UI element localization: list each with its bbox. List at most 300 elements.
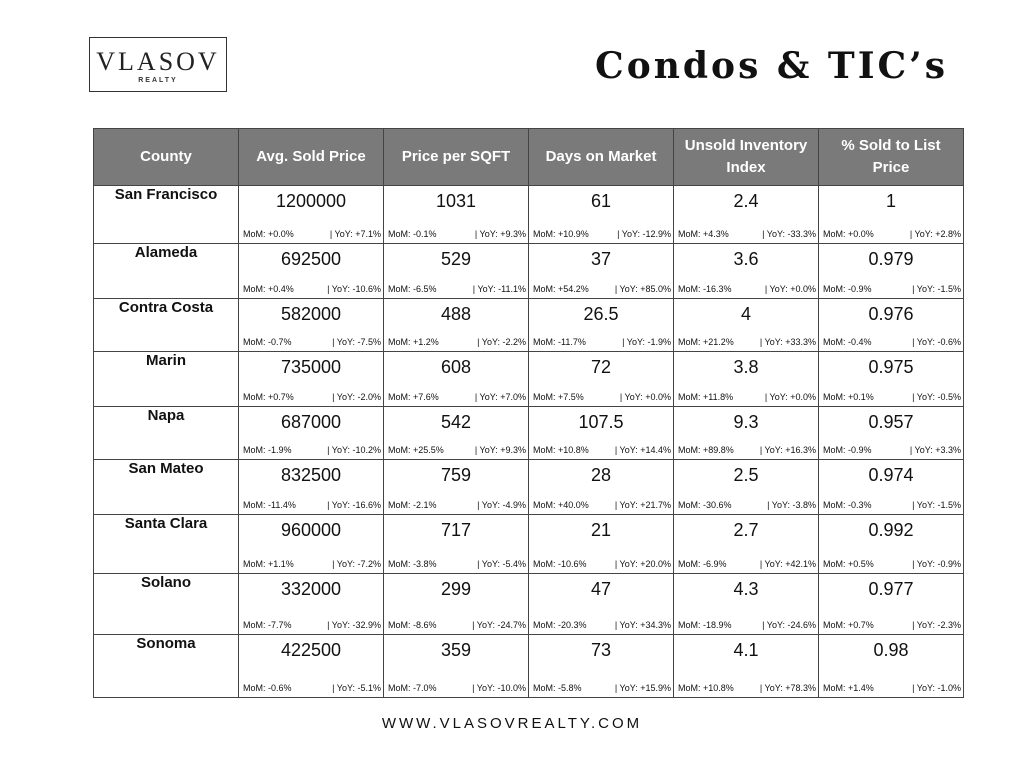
metric-value: 759: [440, 465, 472, 485]
change-line: [823, 683, 961, 693]
change-line: [823, 500, 961, 510]
cell-sold-to-list-price: [819, 460, 964, 515]
cell-price-per-sqft: [384, 407, 529, 460]
cell-days-on-market: [529, 352, 674, 407]
metric-value: 735000: [280, 357, 342, 377]
change-line: [243, 683, 381, 693]
cell-content: [239, 460, 383, 513]
mom-change: MoM: -6.5%: [388, 284, 437, 294]
cell-content: [239, 407, 383, 458]
cell-content: [239, 186, 383, 242]
cell-content: [819, 352, 963, 405]
cell-content: [819, 244, 963, 297]
cell-content: [384, 515, 528, 572]
mom-change: MoM: +40.0%: [533, 500, 589, 510]
metric-value: 3.8: [733, 357, 759, 377]
change-line: [388, 620, 526, 630]
metric-value: 542: [440, 412, 472, 432]
yoy-change: | YoY: +21.7%: [614, 500, 671, 510]
yoy-change: | YoY: -11.1%: [472, 284, 526, 294]
change-line: [388, 229, 526, 239]
mom-change: MoM: -0.3%: [823, 500, 872, 510]
yoy-change: | YoY: +3.3%: [909, 445, 961, 455]
county-name: Solano: [94, 574, 239, 635]
change-line: [243, 445, 381, 455]
cell-content: [384, 244, 528, 297]
cell-content: [819, 574, 963, 633]
mom-change: MoM: +1.4%: [823, 683, 874, 693]
cell-unsold-inventory-index: [674, 186, 819, 244]
change-line: [533, 392, 671, 402]
cell-content: [529, 460, 673, 513]
cell-content: [819, 515, 963, 572]
yoy-change: | YoY: -10.0%: [472, 683, 526, 693]
change-line: [678, 284, 816, 294]
metric-value: 332000: [280, 579, 342, 599]
cell-sold-to-list-price: [819, 515, 964, 574]
mom-change: MoM: +0.5%: [823, 559, 874, 569]
mom-change: MoM: +10.9%: [533, 229, 589, 239]
cell-unsold-inventory-index: [674, 352, 819, 407]
change-line: [533, 559, 671, 569]
cell-price-per-sqft: [384, 460, 529, 515]
yoy-change: | YoY: -1.5%: [912, 500, 961, 510]
table-row: [94, 244, 964, 299]
cell-content: [239, 244, 383, 297]
yoy-change: | YoY: -0.9%: [912, 559, 961, 569]
yoy-change: | YoY: -4.9%: [477, 500, 526, 510]
cell-content: [674, 299, 818, 350]
yoy-change: | YoY: -32.9%: [327, 620, 381, 630]
logo-wordmark: VLASOV: [96, 47, 220, 76]
metric-value: 4.3: [733, 579, 759, 599]
table-row: [94, 515, 964, 574]
change-line: [823, 559, 961, 569]
table-row: [94, 460, 964, 515]
mom-change: MoM: +10.8%: [533, 445, 589, 455]
cell-content: [674, 574, 818, 633]
change-line: [678, 683, 816, 693]
cell-price-per-sqft: [384, 574, 529, 635]
mom-change: MoM: -11.7%: [533, 337, 586, 347]
mom-change: MoM: +21.2%: [678, 337, 734, 347]
change-line: [823, 445, 961, 455]
metric-value: 9.3: [733, 412, 759, 432]
company-logo: [89, 37, 227, 92]
cell-content: [384, 186, 528, 242]
metric-value: 21: [590, 520, 612, 540]
yoy-change: | YoY: -2.3%: [912, 620, 961, 630]
mom-change: MoM: -30.6%: [678, 500, 732, 510]
yoy-change: | YoY: +16.3%: [759, 445, 816, 455]
metric-value: 0.992: [868, 520, 914, 540]
table-row: [94, 574, 964, 635]
county-name: San Francisco: [94, 186, 239, 244]
change-line: [533, 284, 671, 294]
change-line: [823, 284, 961, 294]
mom-change: MoM: -3.8%: [388, 559, 437, 569]
mom-change: MoM: +0.7%: [823, 620, 874, 630]
metric-value: 4.1: [733, 640, 759, 660]
cell-sold-to-list-price: [819, 186, 964, 244]
change-line: [533, 337, 671, 347]
mom-change: MoM: -7.7%: [243, 620, 292, 630]
cell-avg-sold-price: [239, 244, 384, 299]
cell-content: [239, 515, 383, 572]
mom-change: MoM: -7.0%: [388, 683, 437, 693]
mom-change: MoM: +10.8%: [678, 683, 734, 693]
metric-value: 37: [590, 249, 612, 269]
change-line: [388, 445, 526, 455]
yoy-change: | YoY: -0.5%: [912, 392, 961, 402]
change-line: [243, 284, 381, 294]
yoy-change: | YoY: +9.3%: [474, 229, 526, 239]
change-line: [678, 392, 816, 402]
header-avg-sold-price: Avg. Sold Price: [239, 129, 384, 186]
yoy-change: | YoY: +0.0%: [764, 392, 816, 402]
change-line: [243, 500, 381, 510]
yoy-change: | YoY: -12.9%: [617, 229, 671, 239]
cell-avg-sold-price: [239, 460, 384, 515]
cell-price-per-sqft: [384, 244, 529, 299]
mom-change: MoM: -0.9%: [823, 284, 872, 294]
yoy-change: | YoY: -1.9%: [622, 337, 671, 347]
cell-content: [529, 515, 673, 572]
county-name: Santa Clara: [94, 515, 239, 574]
metric-value: 299: [440, 579, 472, 599]
metric-value: 1200000: [275, 191, 347, 211]
change-line: [243, 559, 381, 569]
mom-change: MoM: +54.2%: [533, 284, 589, 294]
cell-content: [674, 244, 818, 297]
cell-content: [819, 460, 963, 513]
mom-change: MoM: +4.3%: [678, 229, 729, 239]
change-line: [533, 229, 671, 239]
cell-days-on-market: [529, 574, 674, 635]
mom-change: MoM: +0.1%: [823, 392, 874, 402]
metric-value: 0.974: [868, 465, 914, 485]
mom-change: MoM: -0.4%: [823, 337, 872, 347]
header-county: County: [94, 129, 239, 186]
header-unsold-inventory-index: Unsold Inventory Index: [674, 129, 819, 186]
change-line: [388, 559, 526, 569]
change-line: [388, 683, 526, 693]
cell-content: [819, 186, 963, 242]
county-name: Contra Costa: [94, 299, 239, 352]
cell-content: [239, 352, 383, 405]
metric-value: 582000: [280, 304, 342, 324]
change-line: [243, 620, 381, 630]
table-header-row: [94, 129, 964, 186]
yoy-change: | YoY: -1.5%: [912, 284, 961, 294]
metric-value: 26.5: [583, 304, 619, 324]
yoy-change: | YoY: -7.2%: [332, 559, 381, 569]
metric-value: 832500: [280, 465, 342, 485]
mom-change: MoM: +25.5%: [388, 445, 444, 455]
cell-content: [384, 574, 528, 633]
change-line: [533, 500, 671, 510]
yoy-change: | YoY: +78.3%: [759, 683, 816, 693]
yoy-change: | YoY: -10.2%: [327, 445, 381, 455]
cell-content: [239, 635, 383, 696]
cell-days-on-market: [529, 299, 674, 352]
mom-change: MoM: -10.6%: [533, 559, 587, 569]
mom-change: MoM: +0.7%: [243, 392, 294, 402]
mom-change: MoM: -6.9%: [678, 559, 727, 569]
mom-change: MoM: -11.4%: [243, 500, 296, 510]
cell-content: [674, 635, 818, 696]
change-line: [388, 284, 526, 294]
cell-unsold-inventory-index: [674, 407, 819, 460]
change-line: [678, 500, 816, 510]
mom-change: MoM: -1.9%: [243, 445, 292, 455]
change-line: [243, 337, 381, 347]
cell-unsold-inventory-index: [674, 244, 819, 299]
mom-change: MoM: -0.9%: [823, 445, 872, 455]
page-title: Condos & TIC’s: [595, 45, 948, 87]
cell-price-per-sqft: [384, 299, 529, 352]
yoy-change: | YoY: +2.8%: [909, 229, 961, 239]
yoy-change: | YoY: -5.4%: [477, 559, 526, 569]
cell-content: [674, 186, 818, 242]
cell-avg-sold-price: [239, 515, 384, 574]
yoy-change: | YoY: -10.6%: [327, 284, 381, 294]
cell-days-on-market: [529, 407, 674, 460]
cell-sold-to-list-price: [819, 635, 964, 698]
cell-unsold-inventory-index: [674, 574, 819, 635]
mom-change: MoM: -18.9%: [678, 620, 732, 630]
metric-value: 3.6: [733, 249, 759, 269]
table-row: [94, 407, 964, 460]
table-row: [94, 352, 964, 407]
metric-value: 2.5: [733, 465, 759, 485]
cell-sold-to-list-price: [819, 407, 964, 460]
cell-days-on-market: [529, 186, 674, 244]
cell-avg-sold-price: [239, 299, 384, 352]
change-line: [533, 683, 671, 693]
cell-content: [529, 299, 673, 350]
cell-content: [819, 407, 963, 458]
change-line: [823, 337, 961, 347]
yoy-change: | YoY: +20.0%: [614, 559, 671, 569]
metric-value: 529: [440, 249, 472, 269]
cell-avg-sold-price: [239, 635, 384, 698]
cell-content: [674, 515, 818, 572]
metric-value: 717: [440, 520, 472, 540]
metric-value: 0.979: [868, 249, 914, 269]
county-name: San Mateo: [94, 460, 239, 515]
metric-value: 359: [440, 640, 472, 660]
cell-days-on-market: [529, 515, 674, 574]
yoy-change: | YoY: -1.0%: [912, 683, 961, 693]
cell-content: [529, 186, 673, 242]
header-days-on-market: Days on Market: [529, 129, 674, 186]
change-line: [823, 392, 961, 402]
mom-change: MoM: -0.7%: [243, 337, 292, 347]
cell-content: [529, 635, 673, 696]
cell-unsold-inventory-index: [674, 635, 819, 698]
cell-sold-to-list-price: [819, 352, 964, 407]
mom-change: MoM: -20.3%: [533, 620, 587, 630]
change-line: [678, 229, 816, 239]
yoy-change: | YoY: -3.8%: [767, 500, 816, 510]
metric-value: 1031: [435, 191, 477, 211]
yoy-change: | YoY: +0.0%: [619, 392, 671, 402]
table-row: [94, 635, 964, 698]
cell-content: [529, 244, 673, 297]
logo-subtitle: REALTY: [138, 77, 178, 84]
header-sold-to-list-price: % Sold to List Price: [819, 129, 964, 186]
mom-change: MoM: +0.0%: [243, 229, 294, 239]
change-line: [243, 229, 381, 239]
yoy-change: | YoY: +9.3%: [474, 445, 526, 455]
metric-value: 107.5: [578, 412, 624, 432]
mom-change: MoM: +0.0%: [823, 229, 874, 239]
yoy-change: | YoY: -0.6%: [912, 337, 961, 347]
cell-unsold-inventory-index: [674, 460, 819, 515]
metric-value: 2.7: [733, 520, 759, 540]
mom-change: MoM: +0.4%: [243, 284, 294, 294]
yoy-change: | YoY: +34.3%: [614, 620, 671, 630]
cell-content: [384, 407, 528, 458]
yoy-change: | YoY: +7.1%: [329, 229, 381, 239]
metric-value: 960000: [280, 520, 342, 540]
metric-value: 0.957: [868, 412, 914, 432]
cell-days-on-market: [529, 460, 674, 515]
yoy-change: | YoY: +42.1%: [759, 559, 816, 569]
change-line: [678, 337, 816, 347]
yoy-change: | YoY: -2.0%: [332, 392, 381, 402]
mom-change: MoM: -5.8%: [533, 683, 582, 693]
mom-change: MoM: -0.1%: [388, 229, 437, 239]
cell-content: [384, 299, 528, 350]
mom-change: MoM: +7.5%: [533, 392, 584, 402]
table-row: [94, 299, 964, 352]
yoy-change: | YoY: +33.3%: [759, 337, 816, 347]
yoy-change: | YoY: +15.9%: [614, 683, 671, 693]
cell-days-on-market: [529, 635, 674, 698]
cell-avg-sold-price: [239, 407, 384, 460]
mom-change: MoM: +11.8%: [678, 392, 734, 402]
cell-content: [239, 574, 383, 633]
change-line: [533, 620, 671, 630]
change-line: [388, 337, 526, 347]
cell-sold-to-list-price: [819, 299, 964, 352]
yoy-change: | YoY: -24.6%: [762, 620, 816, 630]
metric-value: 28: [590, 465, 612, 485]
table-row: [94, 186, 964, 244]
cell-price-per-sqft: [384, 352, 529, 407]
cell-content: [529, 407, 673, 458]
mom-change: MoM: -8.6%: [388, 620, 437, 630]
metric-value: 608: [440, 357, 472, 377]
yoy-change: | YoY: -5.1%: [332, 683, 381, 693]
market-stats-table: [93, 128, 964, 698]
yoy-change: | YoY: +0.0%: [764, 284, 816, 294]
yoy-change: | YoY: +85.0%: [614, 284, 671, 294]
change-line: [678, 445, 816, 455]
yoy-change: | YoY: -7.5%: [332, 337, 381, 347]
county-name: Napa: [94, 407, 239, 460]
change-line: [678, 559, 816, 569]
cell-sold-to-list-price: [819, 244, 964, 299]
yoy-change: | YoY: +7.0%: [474, 392, 526, 402]
mom-change: MoM: -0.6%: [243, 683, 292, 693]
metric-value: 2.4: [733, 191, 759, 211]
cell-sold-to-list-price: [819, 574, 964, 635]
change-line: [678, 620, 816, 630]
county-name: Alameda: [94, 244, 239, 299]
cell-days-on-market: [529, 244, 674, 299]
cell-avg-sold-price: [239, 352, 384, 407]
cell-content: [239, 299, 383, 350]
cell-content: [674, 407, 818, 458]
cell-content: [819, 635, 963, 696]
metric-value: 4: [740, 304, 751, 324]
metric-value: 73: [590, 640, 612, 660]
change-line: [388, 500, 526, 510]
metric-value: 61: [590, 191, 612, 211]
yoy-change: | YoY: -24.7%: [472, 620, 526, 630]
mom-change: MoM: -2.1%: [388, 500, 437, 510]
cell-content: [674, 352, 818, 405]
metric-value: 72: [590, 357, 612, 377]
cell-unsold-inventory-index: [674, 515, 819, 574]
change-line: [823, 620, 961, 630]
cell-content: [819, 299, 963, 350]
cell-price-per-sqft: [384, 515, 529, 574]
cell-unsold-inventory-index: [674, 299, 819, 352]
metric-value: 422500: [280, 640, 342, 660]
metric-value: 488: [440, 304, 472, 324]
metric-value: 1: [885, 191, 896, 211]
yoy-change: | YoY: -2.2%: [477, 337, 526, 347]
county-name: Sonoma: [94, 635, 239, 698]
cell-content: [384, 352, 528, 405]
change-line: [243, 392, 381, 402]
metric-value: 0.976: [868, 304, 914, 324]
mom-change: MoM: +1.1%: [243, 559, 294, 569]
change-line: [823, 229, 961, 239]
cell-content: [384, 635, 528, 696]
mom-change: MoM: +7.6%: [388, 392, 439, 402]
metric-value: 0.977: [868, 579, 914, 599]
cell-content: [674, 460, 818, 513]
header-price-per-sqft: Price per SQFT: [384, 129, 529, 186]
metric-value: 0.98: [873, 640, 909, 660]
cell-price-per-sqft: [384, 635, 529, 698]
mom-change: MoM: +89.8%: [678, 445, 734, 455]
change-line: [533, 445, 671, 455]
metric-value: 692500: [280, 249, 342, 269]
metric-value: 687000: [280, 412, 342, 432]
yoy-change: | YoY: -16.6%: [327, 500, 381, 510]
yoy-change: | YoY: +14.4%: [614, 445, 671, 455]
yoy-change: | YoY: -33.3%: [762, 229, 816, 239]
county-name: Marin: [94, 352, 239, 407]
cell-price-per-sqft: [384, 186, 529, 244]
metric-value: 47: [590, 579, 612, 599]
mom-change: MoM: +1.2%: [388, 337, 439, 347]
website-footer: WWW.VLASOVREALTY.COM: [381, 715, 643, 732]
cell-avg-sold-price: [239, 186, 384, 244]
cell-content: [529, 352, 673, 405]
cell-content: [384, 460, 528, 513]
cell-content: [529, 574, 673, 633]
cell-avg-sold-price: [239, 574, 384, 635]
metric-value: 0.975: [868, 357, 914, 377]
change-line: [388, 392, 526, 402]
